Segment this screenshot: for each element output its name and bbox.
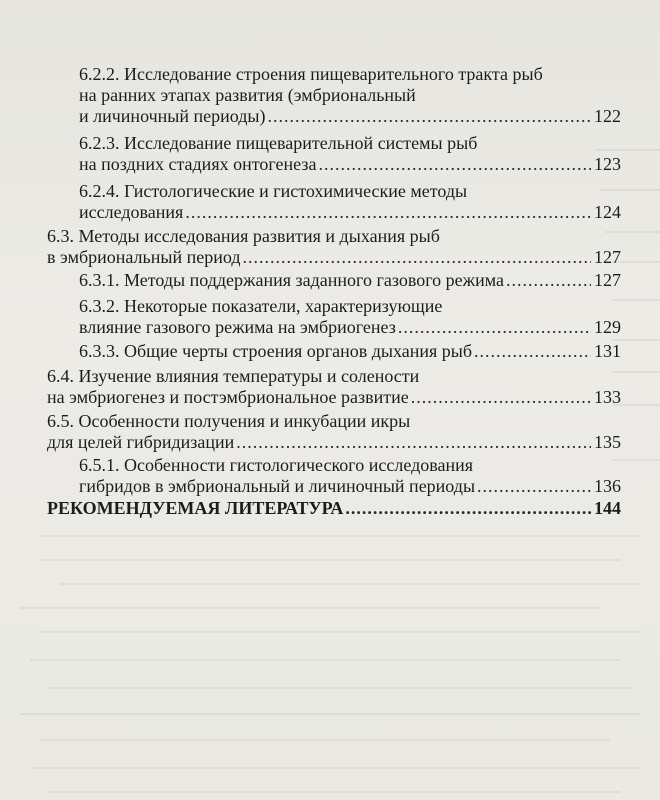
toc-line: влияние газового режима на эмбриогенез: [79, 317, 396, 337]
toc-line: 6.5. Особенности получения и инкубации икры: [47, 411, 411, 431]
toc-line: для целей гибридизации: [47, 432, 235, 452]
toc-line: 6.4. Изучение влияния температуры и солености: [47, 366, 420, 386]
toc-page-number: 131: [594, 341, 621, 361]
toc-page-number: 136: [594, 476, 621, 496]
toc-line: 6.2.3. Исследование пищеварительной системы рыб: [79, 133, 478, 153]
toc-line: на поздних стадиях онтогенеза: [79, 154, 317, 174]
toc-line: 6.3.2. Некоторые показатели, характеризующие: [79, 296, 443, 316]
leader-dots: [268, 106, 592, 127]
toc-entry-literature[interactable]: [47, 498, 621, 519]
toc-line: на ранних этапах развития (эмбриональный: [79, 85, 416, 105]
leader-dots: [242, 247, 591, 268]
leader-dots: [411, 387, 591, 408]
toc-page-number: 122: [594, 106, 621, 126]
toc-line: 6.2.4. Гистологические и гистохимические методы: [79, 181, 468, 201]
toc-line: 6.3.3. Общие черты строения органов дыхания рыб: [79, 341, 473, 361]
toc-line: РЕКОМЕНДУЕМАЯ ЛИТЕРАТУРА: [47, 498, 344, 518]
toc-line: 6.3. Методы исследования развития и дыхания рыб: [47, 226, 440, 246]
toc-line: исследования: [79, 202, 184, 222]
toc-line: гибридов в эмбриональный и личиночный периоды: [79, 476, 476, 496]
leader-dots: [477, 476, 591, 497]
toc-entry-6-2-2[interactable]: [79, 64, 621, 127]
leader-dots: [345, 498, 591, 519]
toc-entry-6-2-3[interactable]: [79, 133, 621, 175]
toc-entry-6-4[interactable]: [47, 366, 621, 408]
leader-dots: [474, 341, 591, 362]
toc-page-number: 144: [594, 498, 621, 518]
leader-dots: [185, 202, 591, 223]
toc-entry-6-3[interactable]: [47, 226, 621, 268]
toc-page-number: 129: [594, 317, 621, 337]
toc-line: на эмбриогенез и постэмбриональное развитие: [47, 387, 409, 407]
toc-line: и личиночный периоды): [79, 106, 266, 126]
toc-page-number: 135: [594, 432, 621, 452]
toc-entry-6-5[interactable]: [47, 411, 621, 453]
leader-dots: [318, 154, 591, 175]
leader-dots: [236, 432, 591, 453]
leader-dots: [398, 317, 591, 338]
toc-page-number: 127: [594, 247, 621, 267]
toc-page-number: 133: [594, 387, 621, 407]
toc-entry-6-3-1[interactable]: [79, 270, 621, 291]
toc-page-number: 123: [594, 154, 621, 174]
toc-line: 6.2.2. Исследование строения пищеварительного тракта рыб: [79, 64, 543, 84]
toc-page-number: 124: [594, 202, 621, 222]
toc-line: 6.3.1. Методы поддержания заданного газового режима: [79, 270, 504, 290]
toc-entry-6-3-3[interactable]: [79, 341, 621, 362]
toc-entry-6-2-4[interactable]: [79, 181, 621, 223]
toc-line: 6.5.1. Особенности гистологического исследования: [79, 455, 474, 475]
toc-entry-6-5-1[interactable]: [79, 455, 621, 497]
toc-entry-6-3-2[interactable]: [79, 296, 621, 338]
toc-line: в эмбриональный период: [47, 247, 241, 267]
leader-dots: [506, 270, 591, 291]
toc-page-number: 127: [594, 270, 621, 290]
